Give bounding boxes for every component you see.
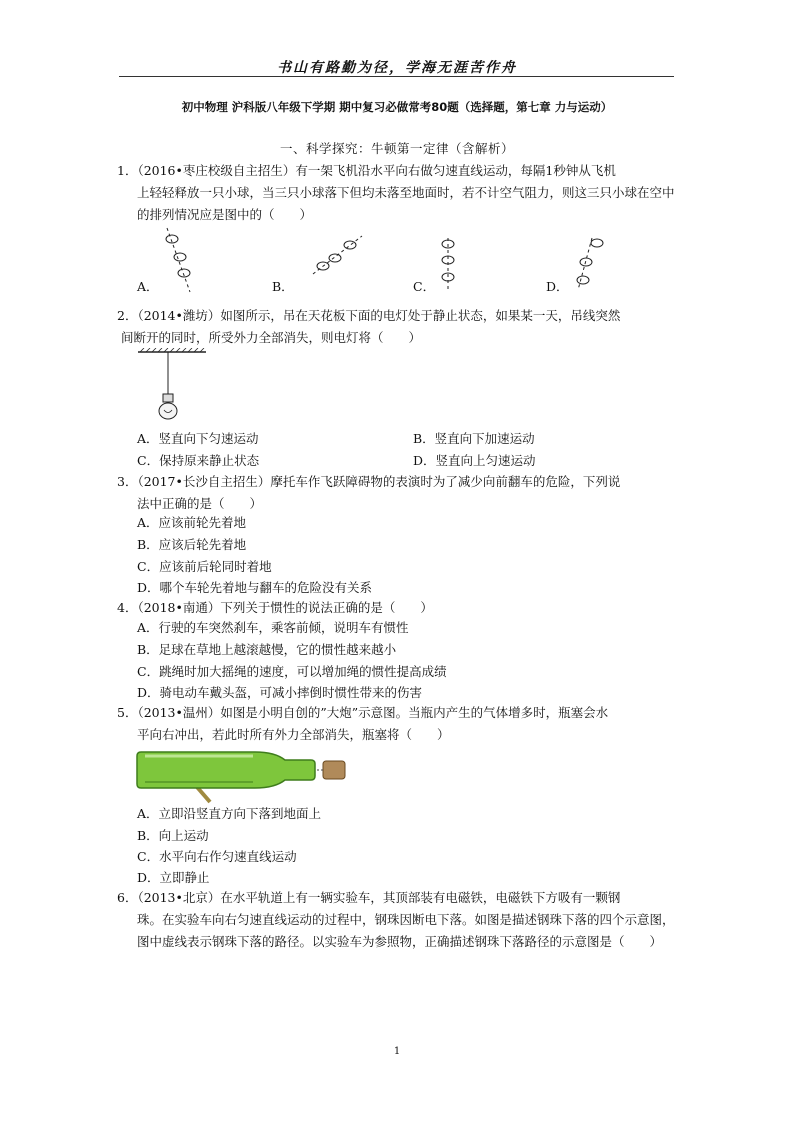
question-1-option-b[interactable]: B． [272,279,294,294]
question-3 [119,471,679,515]
question-6 [119,887,679,953]
question-2-option-a[interactable]: A．竖直向下匀速运动 [137,431,259,446]
page-number: 1 [393,1046,401,1057]
page-motto: 书山有路勤为径，学海无涯苦作舟 [277,60,517,76]
question-3-option-d[interactable]: D．哪个车轮先着地与翻车的危险没有关系 [137,580,373,595]
question-1 [119,160,679,226]
question-6-stem-rest: 珠。在实验车向右匀速直线运动的过程中，钢珠因断电下落。如图是描述钢珠下落的四个示意图，图中虚线表示钢珠下落的路径。以实验车为参照物，正确描述钢珠下落路径的示意图是（ ） [137,912,675,949]
question-5 [119,702,679,746]
question-2-option-c[interactable]: C．保持原来静止状态 [137,453,260,468]
question-3-stem-line1: 3．（2017•长沙自主招生）摩托车作飞跃障碍物的表演时为了减少向前翻车的危险，下列说 [117,474,621,489]
question-1-option-d[interactable]: D． [546,279,569,294]
question-3-option-a[interactable]: A．应该前轮先着地 [137,515,247,530]
question-2 [119,305,679,349]
question-2-stem-line1: 2．（2014•潍坊）如图所示，吊在天花板下面的电灯处于静止状态，如果某一天，吊线突然 [117,308,621,323]
question-1-stem-rest: 上轻轻释放一只小球，当三只小球落下但均未落至地面时，若不计空气阻力，则这三只小球在空中的排列情况应是图中的（ ） [137,185,675,222]
question-4-option-a[interactable]: A．行驶的车突然刹车，乘客前倾，说明车有惯性 [137,620,409,635]
question-4-stem-line1: 4．（2018•南通）下列关于惯性的说法正确的是（ ） [117,600,433,615]
question-4-option-d[interactable]: D．骑电动车戴头盔，可减小摔倒时惯性带来的伤害 [137,685,423,700]
question-3-option-c[interactable]: C．应该前后轮同时着地 [137,559,272,574]
question-1-option-a[interactable]: A． [137,279,159,294]
question-4-option-b[interactable]: B．足球在草地上越滚越慢，它的惯性越来越小 [137,642,397,657]
question-5-option-d[interactable]: D．立即静止 [137,870,210,885]
question-5-option-b[interactable]: B．向上运动 [137,828,209,843]
question-2-stem-rest: 间断开的同时，所受外力全部消失，则电灯将（ ） [121,330,422,345]
question-2-option-b[interactable]: B．竖直向下加速运动 [413,431,535,446]
option-a-balls [166,228,190,292]
question-3-stem-rest: 法中正确的是（ ） [137,496,263,511]
question-2-option-d[interactable]: D．竖直向上匀速运动 [413,453,536,468]
option-c-balls [442,238,454,290]
option-d-balls [577,238,603,290]
document-title: 初中物理 沪科版八年级下学期 期中复习必做常考80题（选择题，第七章 力与运动） [181,100,613,114]
question-1-stem-line1: 1．（2016•枣庄校级自主招生）有一架飞机沿水平向右做匀速直线运动，每隔1秒钟从飞机 [117,163,616,178]
question-1-option-c[interactable]: C． [413,279,436,294]
question-5-stem-line1: 5．（2013•温州）如图是小明自创的”大炮”示意图。当瓶内产生的气体增多时，瓶塞会水 [117,705,609,720]
question-1-figure [130,226,650,296]
question-6-stem-line1: 6．（2013•北京）在水平轨道上有一辆实验车，其顶部装有电磁铁，电磁铁下方吸有一颗钢 [117,890,621,905]
question-5-stem-rest: 平向右冲出，若此时所有外力全部消失，瓶塞将（ ） [137,727,450,742]
question-5-option-a[interactable]: A．立即沿竖直方向下落到地面上 [137,806,322,821]
question-5-option-c[interactable]: C．水平向右作匀速直线运动 [137,849,297,864]
question-4 [119,597,679,619]
option-b-balls [313,236,362,274]
question-4-option-c[interactable]: C．跳绳时加大摇绳的速度，可以增加绳的惯性提高成绩 [137,664,447,679]
question-2-lamp-figure [138,348,208,428]
question-3-option-b[interactable]: B．应该后轮先着地 [137,537,247,552]
question-5-cannon-bottle-figure [135,744,360,804]
section-title: 一、科学探究：牛顿第一定律（含解析） [279,141,514,156]
header-divider [119,76,674,77]
